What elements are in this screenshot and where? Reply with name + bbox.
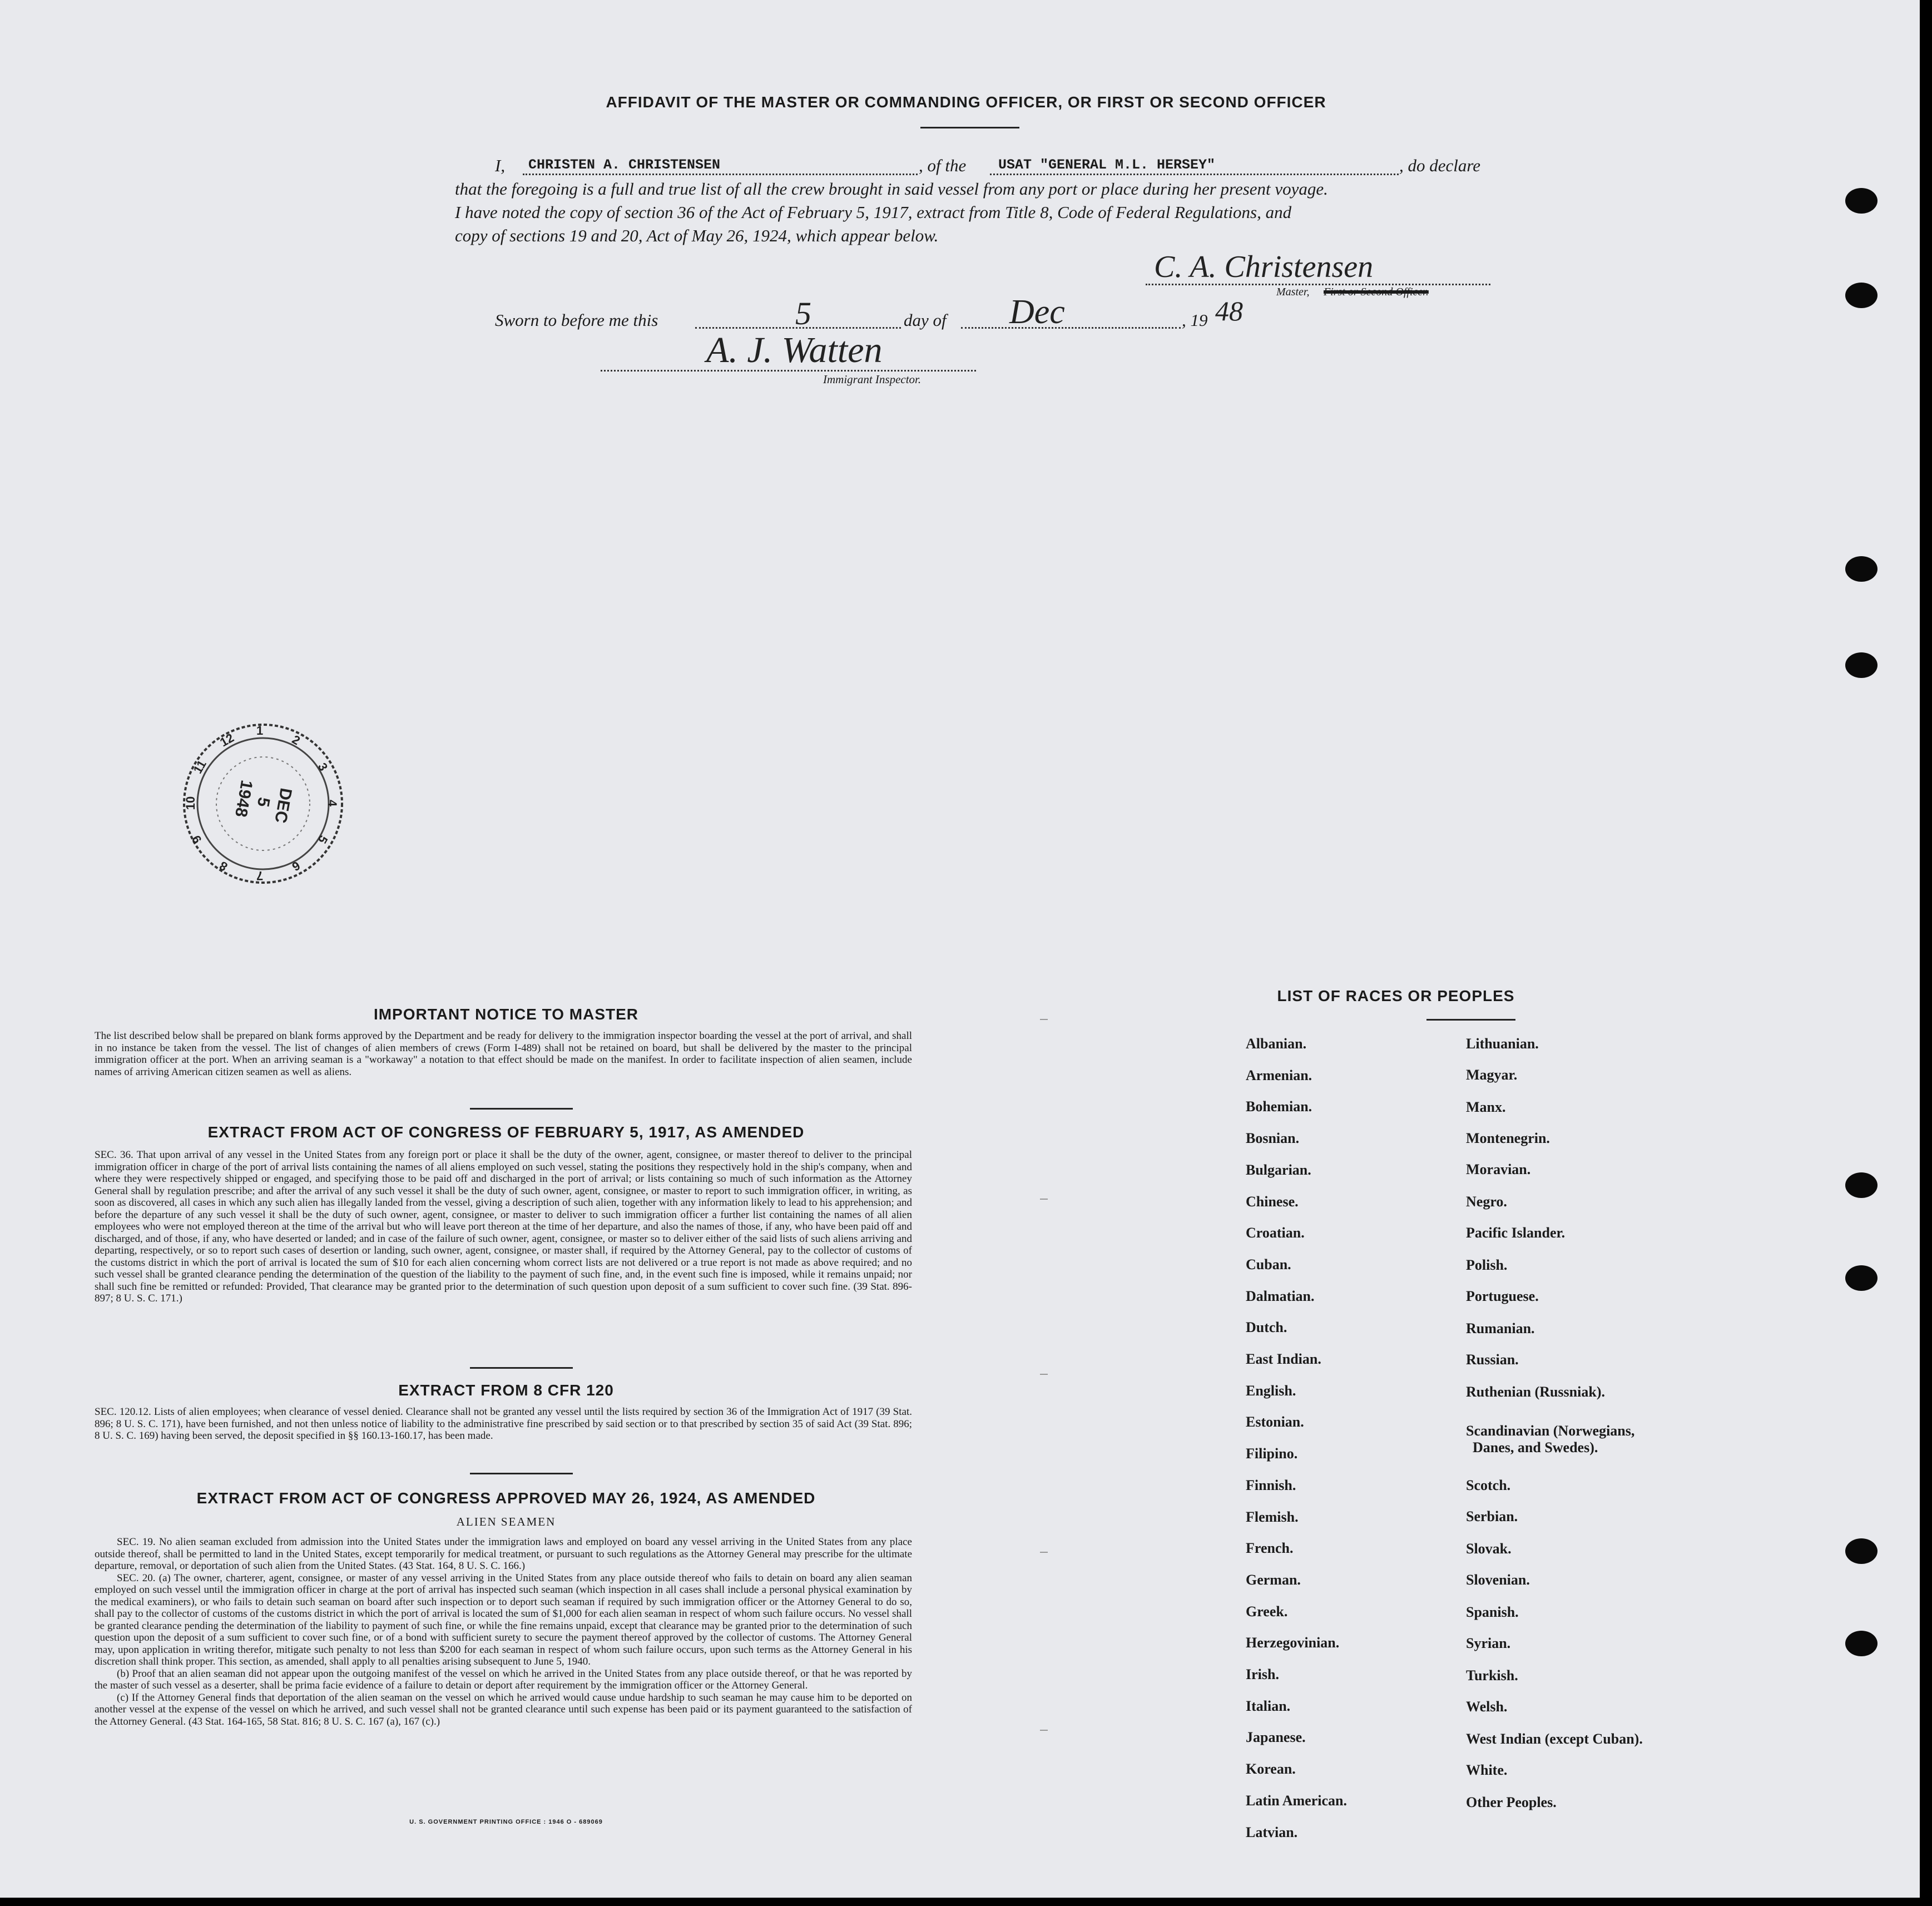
sworn-month: Dec — [1009, 293, 1065, 331]
inspector-signature: A. J. Watten — [706, 330, 883, 370]
race-item: Welsh. — [1466, 1699, 1508, 1715]
race-item: Bohemian. — [1246, 1098, 1312, 1115]
punch-hole — [1845, 1631, 1877, 1656]
race-item: Montenegrin. — [1466, 1130, 1550, 1146]
master-signature: C. A. Christensen — [1154, 250, 1374, 284]
race-item: Pacific Islander. — [1466, 1225, 1566, 1241]
inspector-caption: Immigrant Inspector. — [823, 373, 922, 386]
race-item: Cuban. — [1246, 1256, 1291, 1273]
master-name: CHRISTEN A. CHRISTENSEN — [528, 157, 721, 173]
affidavit-line4: copy of sections 19 and 20, Act of May 26, 1924, which appear below. — [455, 226, 939, 245]
race-item: Estonian. — [1246, 1414, 1304, 1430]
race-item: Polish. — [1466, 1257, 1508, 1273]
printer-imprint: U. S. GOVERNMENT PRINTING OFFICE : 1946 O - 689069 — [409, 1819, 603, 1825]
sworn-label: Sworn to before me this — [495, 310, 658, 330]
punch-hole — [1845, 1172, 1877, 1198]
extract-cfr-title: EXTRACT FROM 8 CFR 120 — [398, 1382, 614, 1399]
punch-hole — [1845, 652, 1877, 678]
race-item: Italian. — [1246, 1697, 1291, 1714]
race-item: Syrian. — [1466, 1635, 1511, 1651]
race-item: Scotch. — [1466, 1477, 1511, 1493]
vessel-blank — [990, 174, 1399, 175]
race-item: West Indian (except Cuban). — [1466, 1731, 1643, 1747]
race-item: Magyar. — [1466, 1067, 1518, 1083]
race-item: Slovak. — [1466, 1541, 1512, 1557]
section-rule — [470, 1473, 573, 1474]
name-blank — [523, 174, 918, 175]
stamp-digit: 1 — [256, 724, 264, 737]
race-item: French. — [1246, 1540, 1294, 1557]
race-item: East Indian. — [1246, 1351, 1321, 1367]
race-item: German. — [1246, 1571, 1301, 1588]
affidavit-line3: I have noted the copy of section 36 of the Act of February 5, 1917, extract from Title 8, Code of Federal Regulations, and — [455, 202, 1292, 222]
margin-mark — [1040, 1552, 1048, 1553]
extract-1917-body: SEC. 36. That upon arrival of any vessel in the United States from any foreign port or place it shall be the duty of the owner, agent, consignee, or master thereof to deliver to the principal immigration officer in charge of the port of arrival lists containing the names of all aliens employed on such vessel, stating the positions they respectively hold in the ship's company, when and where they were respectively shipped or engaged, and specifying those to be paid off and discharged in the port of arrival; or lists containing so much of such information as the Attorney General shall by regulation prescribe; and after the arrival of any such vessel it shall be the duty of such owner, agent, consignee, or master to report to such immigration officer, in writing, as soon as discovered, all cases in which any such alien has illegally landed from the vessel, giving a description of such alien, together with any information likely to lead to his apprehension; and before the departure of any such vessel it shall be the duty of such owner, agent, consignee, or master to deliver to such immigration officer a further list containing the names of all alien employees who were not employed thereon at the time of the arrival but who will leave port thereon at the time of her departure, and also the names of those, if any, who have been paid off and discharged, and of those, if any, who have deserted or landed; and in case of the failure of such owner, agent, consignee, or master so to deliver either of the said lists of such aliens arriving and departing, respectively, or so to report such cases of desertion or landing, such owner, agent, consignee, or master shall, if required by the Attorney General, pay to the collector of customs of the customs district in which the port of arrival is located the sum of $10 for each alien concerning whom correct lists are not delivered or a true report is not made as above required; and no such vessel shall be granted clearance pending the determination of the question of the liability to the payment of such fine, and, in the event such fine is imposed, while it remains unpaid; nor shall such fine be remitted or refunded: Provided, That clearance may be granted prior to the determination of such question upon deposit of a sum sufficient to cover such fine. (39 Stat. 896-897; 8 U. S. C. 171.) — [95, 1149, 912, 1304]
stamp-digit: 11 — [190, 758, 210, 776]
races-title: LIST OF RACES OR PEOPLES — [1277, 987, 1515, 1004]
affidavit-line1-end: , do declare — [1399, 156, 1481, 175]
sec19-text: SEC. 19. No alien seaman excluded from admission into the United States under the immigration laws and employed on board any vessel arriving in the United States from any place outside thereof, shall be permitted to land in the United States, except temporarily for medical treatment, or pursuant to such regulations as the Attorney General may prescribe for the ultimate departure, removal, or deportation of such alien from the United States. (43 Stat. 164, 8 U. S. C. 166.) — [95, 1536, 912, 1572]
stamp-center — [229, 769, 298, 834]
stamp-digit: 6 — [289, 858, 303, 874]
race-item: Turkish. — [1466, 1667, 1518, 1684]
stamp-digit: 8 — [217, 858, 230, 874]
race-item: Japanese. — [1246, 1729, 1306, 1746]
month-blank — [961, 327, 1181, 329]
race-item: Herzegovinian. — [1246, 1635, 1340, 1651]
race-item: Latvian. — [1246, 1824, 1298, 1840]
race-item: Russian. — [1466, 1351, 1519, 1368]
sec20c-text: (c) If the Attorney General finds that deportation of the alien seaman on the vessel on which he arrived would cause undue hardship to such seaman he may cause him to be deported on another vessel at the expense of the vessel on which he arrived, and such vessel shall not be granted clearance until such expense has been paid or its payment guaranteed to the satisfaction of the Attorney General. (43 Stat. 164-165, 58 Stat. 816; 8 U. S. C. 167 (a), 167 (c).) — [95, 1691, 912, 1727]
stamp-digit: 10 — [184, 796, 198, 810]
punch-hole — [1845, 1265, 1877, 1291]
race-item: English. — [1246, 1382, 1296, 1399]
race-item: Dalmatian. — [1246, 1288, 1315, 1304]
race-item: Portuguese. — [1466, 1288, 1539, 1304]
affidavit-title: AFFIDAVIT OF THE MASTER OR COMMANDING OFFICER, OR FIRST OR SECOND OFFICER — [606, 93, 1326, 111]
margin-mark — [1040, 1199, 1048, 1200]
race-item: Bosnian. — [1246, 1130, 1300, 1147]
race-item: Dutch. — [1246, 1319, 1287, 1336]
race-item: Irish. — [1246, 1666, 1279, 1682]
punch-hole — [1845, 556, 1877, 582]
affidavit-line2: that the foregoing is a full and true list of all the crew brought in said vessel from any port or place during her present voyage. — [455, 179, 1328, 199]
race-item: Armenian. — [1246, 1067, 1312, 1083]
race-item: Danes, and Swedes). — [1473, 1439, 1598, 1456]
race-item: White. — [1466, 1762, 1508, 1778]
affidavit-line1-start: I, — [495, 156, 506, 175]
races-rule — [1426, 1019, 1515, 1021]
notice-body: The list described below shall be prepared on blank forms approved by the Department and be ready for delivery to the immigration inspector boarding the vessel at the port of arrival, and shall in no instance be taken from the vessel. The list of changes of alien members of crews (Form I-489) shall not be retained on board, but shall be delivered by the master to the principal immigration officer at the port. When an arriving seaman is a "workaway" a notation to that effect should be made on the manifest. In order to facilitate inspection of alien seamen, include names of arriving American citizen seamen as well as aliens. — [95, 1030, 912, 1078]
affidavit-line1-mid: , of the — [919, 156, 967, 175]
race-item: Lithuanian. — [1466, 1036, 1539, 1052]
race-item: Rumanian. — [1466, 1320, 1535, 1336]
punch-hole — [1845, 1538, 1877, 1564]
stamp-digit: 4 — [325, 799, 340, 807]
section-rule — [470, 1367, 573, 1369]
race-item: Slovenian. — [1466, 1572, 1530, 1588]
margin-mark — [1040, 1730, 1048, 1731]
margin-mark — [1040, 1374, 1048, 1375]
race-item: Latin American. — [1246, 1792, 1347, 1809]
race-item: Serbian. — [1466, 1508, 1518, 1524]
year-prefix: , 19 — [1182, 310, 1208, 330]
race-item: Greek. — [1246, 1603, 1288, 1620]
race-item: Scandinavian (Norwegians, — [1466, 1423, 1635, 1439]
race-item: Filipino. — [1246, 1445, 1298, 1462]
date-stamp — [177, 717, 349, 890]
punch-hole — [1845, 283, 1877, 308]
margin-mark — [1040, 1019, 1048, 1020]
race-item: Albanian. — [1246, 1036, 1307, 1052]
stamp-day: 5 — [253, 796, 274, 809]
race-item: Korean. — [1246, 1761, 1296, 1778]
race-item: Finnish. — [1246, 1477, 1296, 1493]
inspector-blank — [601, 370, 976, 372]
sec20b-text: (b) Proof that an alien seaman did not appear upon the outgoing manifest of the vessel on which he arrived in the United States from any place outside thereof, or that he was reported by the master of such vessel as a deserter, shall be prima facie evidence of a failure to detain or deport after requirement by the immigration officer or the Attorney General. — [95, 1667, 912, 1691]
extract-1924-subtitle: ALIEN SEAMEN — [456, 1515, 556, 1528]
race-item: Flemish. — [1246, 1508, 1299, 1525]
race-item: Spanish. — [1466, 1604, 1519, 1620]
stamp-digit: 5 — [315, 833, 331, 846]
signature-blank — [1146, 284, 1490, 285]
punch-hole — [1845, 188, 1877, 214]
vessel-name: USAT "GENERAL M.L. HERSEY" — [998, 157, 1216, 173]
master-caption: Master, — [1276, 286, 1310, 298]
notice-title: IMPORTANT NOTICE TO MASTER — [373, 1006, 639, 1023]
race-item: Bulgarian. — [1246, 1161, 1311, 1178]
title-rule — [920, 127, 1019, 128]
race-item: Ruthenian (Russniak). — [1466, 1384, 1605, 1400]
stamp-digit: 7 — [256, 869, 264, 883]
race-item: Other Peoples. — [1466, 1794, 1557, 1810]
stamp-digit: 9 — [189, 833, 205, 846]
officer-caption-struck: First or Second Officer. — [1324, 286, 1429, 298]
extract-1924-title: EXTRACT FROM ACT OF CONGRESS APPROVED MAY 26, 1924, AS AMENDED — [196, 1489, 816, 1507]
stamp-year: 1948 — [231, 779, 256, 819]
sworn-day: 5 — [795, 295, 811, 331]
stamp-digit: 3 — [315, 760, 331, 774]
race-item: Manx. — [1466, 1099, 1506, 1115]
extract-1917-title: EXTRACT FROM ACT OF CONGRESS OF FEBRUARY 5, 1917, AS AMENDED — [207, 1123, 805, 1141]
stamp-month: DEC — [271, 786, 295, 825]
day-of-label: day of — [904, 310, 947, 330]
stamp-digit: 12 — [217, 731, 236, 750]
extract-1924-body — [95, 1536, 912, 1727]
extract-cfr-body: SEC. 120.12. Lists of alien employees; when clearance of vessel denied. Clearance shall not be granted any vessel until the lists required by section 36 of the Immigration Act of 1917 (39 Stat. 896; 8 U. S. C. 171), have been furnished, and not then unless notice of liability to the administrative fine prescribed by said section or to that prescribed by section 35 of said Act (39 Stat. 896; 8 U. S. C. 169) having been served, the deposit specified in §§ 160.13-160.17, has been made. — [95, 1406, 912, 1442]
race-item: Chinese. — [1246, 1193, 1299, 1210]
race-item: Croatian. — [1246, 1225, 1305, 1241]
stamp-digit: 2 — [289, 732, 303, 748]
sec20a-text: SEC. 20. (a) The owner, charterer, agent, consignee, or master of any vessel arriving in the United States from any place outside thereof who fails to detain on board any alien seaman employed on such vessel until the immigration officer in charge at the port of arrival has inspected such seaman (which inspection in all cases shall include a personal physical examination by the medical examiners), or who fails to detain such seaman on board after such inspection or to deport such seaman if required by such immigration officer or the Attorney General to do so, shall pay to the collector of customs of the customs district in which the port of arrival is located the sum of $1,000 for each alien seaman in respect of whom such failure occurs. No vessel shall be granted clearance pending the determination of the liability to payment of such fine, or while the fine remains unpaid, except that clearance may be granted prior to the determination of such question upon the deposit of a sum sufficient to cover such fine, or of a bond with sufficient surety to secure the payment thereof approved by the collector of customs. The Attorney General may, upon application in writing therefor, mitigate such penalty to not less than $200 for each seaman in respect of whom such failure occurs, upon such terms as the Attorney General in his discretion shall think proper. This section, as amended, shall apply to all penalties arising subsequent to June 5, 1940. — [95, 1572, 912, 1667]
year-suffix: 48 — [1215, 295, 1243, 326]
race-item: Negro. — [1466, 1194, 1507, 1210]
section-rule — [470, 1108, 573, 1110]
race-item: Moravian. — [1466, 1161, 1531, 1177]
